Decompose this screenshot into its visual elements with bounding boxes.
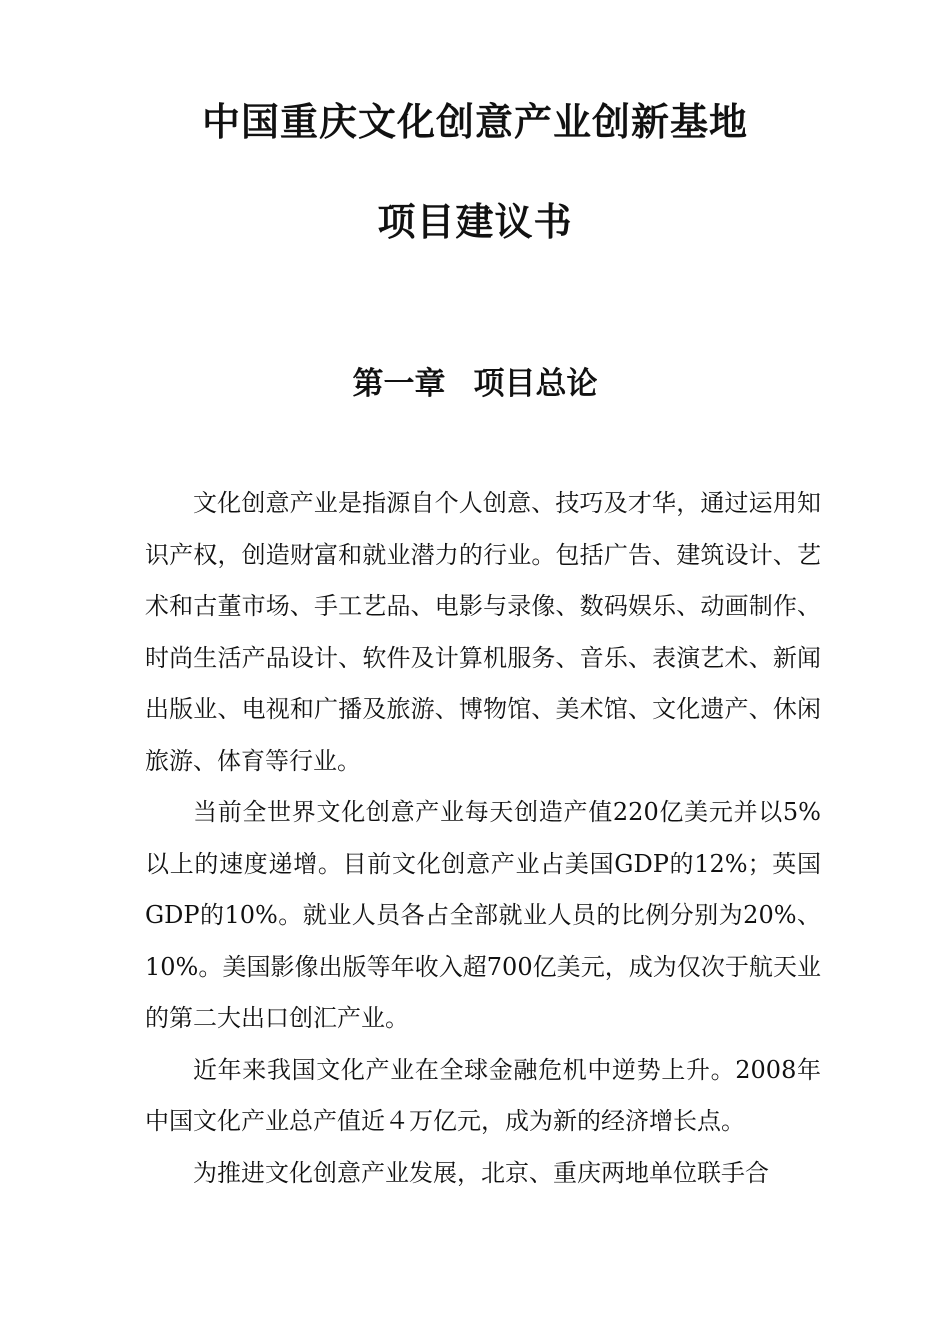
document-title-line-2: 项目建议书 <box>377 200 573 244</box>
paragraph-china-growth: 近年来我国文化产业在全球金融危机中逆势上升。2008年中国文化产业总产值近４万亿元，成为新的经济增长点。 <box>145 1055 821 1135</box>
paragraph-creative-industry-definition: 文化创意产业是指源自个人创意、技巧及才华，通过运用知识产权，创造财富和就业潜力的行业。包括广告、建筑设计、艺术和古董市场、手工艺品、电影与录像、数码娱乐、动画制作、时尚生活产品设计、软件及计算机服务、音乐、表演艺术、新闻出版业、电视和广播及旅游、博物馆、美术馆、文化遗产、休闲旅游、体育等行业。 <box>145 489 821 775</box>
paragraph-beijing-chongqing-cooperation: 为推进文化创意产业发展，北京、重庆两地单位联手合 <box>193 1158 769 1187</box>
paragraph-global-statistics: 当前全世界文化创意产业每天创造产值220亿美元并以5%以上的速度递增。目前文化创意产业占美国GDP的12%；英国GDP的10%。就业人员各占全部就业人员的比例分别为20%、10%。美国影像出版等年收入超700亿美元，成为仅次于航天业的第二大出口创汇产业。 <box>145 798 821 1032</box>
body-text <box>145 478 821 1199</box>
document-title-line-1: 中国重庆文化创意产业创新基地 <box>201 100 748 144</box>
chapter-heading <box>0 362 950 406</box>
chapter-number: 第一章 <box>352 366 446 402</box>
chapter-name: 项目总论 <box>473 366 598 402</box>
